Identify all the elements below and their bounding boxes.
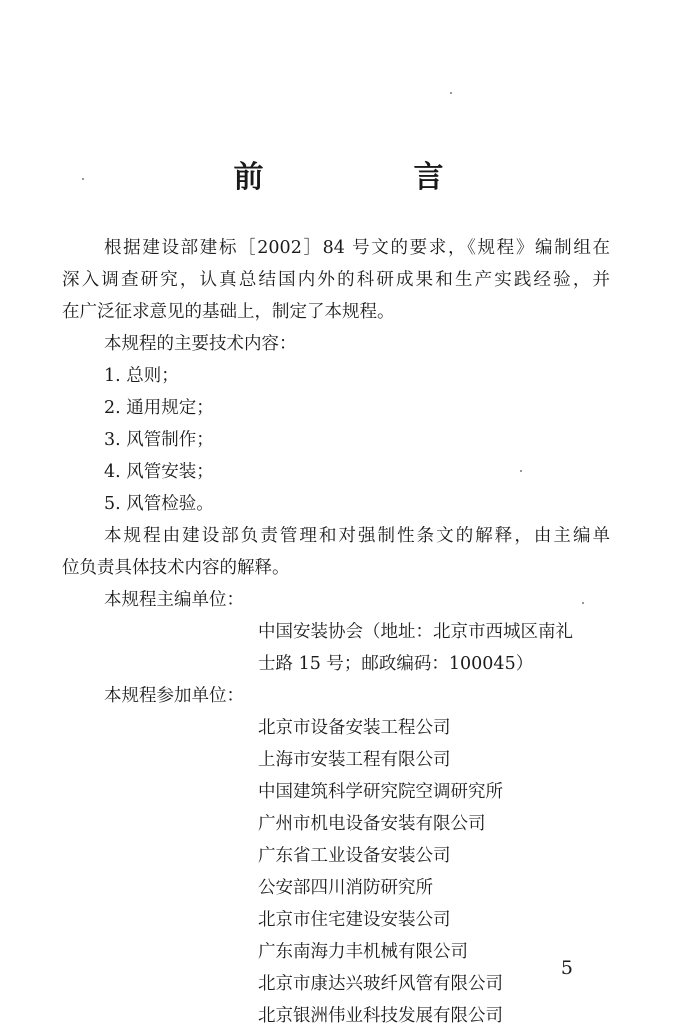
chief-unit-line-2: 士路 15 号；邮政编码：100045） bbox=[258, 654, 534, 674]
intro-line-3: 在广泛征求意见的基础上，制定了本规程。 bbox=[62, 302, 395, 322]
body-text bbox=[62, 232, 610, 1032]
participant-unit: 中国建筑科学研究院空调研究所 bbox=[258, 782, 503, 802]
chief-unit-label: 本规程主编单位： bbox=[104, 590, 244, 610]
management-line-2: 位负责具体技术内容的解释。 bbox=[62, 558, 290, 578]
scan-speck bbox=[82, 178, 84, 180]
chief-unit-line-1: 中国安装协会（地址：北京市西城区南礼 bbox=[258, 622, 573, 642]
contents-item: 1. 总则； bbox=[104, 366, 179, 386]
management-line-1: 本规程由建设部负责管理和对强制性条文的解释，由主编单 bbox=[104, 526, 610, 546]
page-title: 前 言 bbox=[233, 160, 504, 195]
scan-speck bbox=[520, 470, 522, 472]
contents-item: 5. 风管检验。 bbox=[104, 494, 214, 514]
page-number: 5 bbox=[560, 957, 573, 979]
contents-item: 4. 风管安装； bbox=[104, 462, 214, 482]
participant-unit: 北京银洲伟业科技发展有限公司 bbox=[258, 1006, 503, 1026]
participant-unit: 广东省工业设备安装公司 bbox=[258, 846, 451, 866]
contents-item: 2. 通用规定； bbox=[104, 398, 214, 418]
intro-line-1: 根据建设部建标［2002］84 号文的要求，《规程》编制组在 bbox=[104, 238, 610, 258]
participants-label: 本规程参加单位： bbox=[104, 686, 244, 706]
participant-unit: 北京市设备安装工程公司 bbox=[258, 718, 451, 738]
participant-unit: 公安部四川消防研究所 bbox=[258, 878, 433, 898]
participant-unit: 北京市住宅建设安装公司 bbox=[258, 910, 451, 930]
contents-item: 3. 风管制作； bbox=[104, 430, 214, 450]
contents-heading: 本规程的主要技术内容： bbox=[104, 334, 297, 354]
participant-unit: 广州市机电设备安装有限公司 bbox=[258, 814, 486, 834]
scan-speck bbox=[582, 602, 584, 604]
participant-unit: 广东南海力丰机械有限公司 bbox=[258, 942, 468, 962]
intro-line-2: 深入调查研究，认真总结国内外的科研成果和生产实践经验，并 bbox=[62, 270, 610, 290]
scan-speck bbox=[450, 92, 452, 94]
participant-unit: 上海市安装工程有限公司 bbox=[258, 750, 451, 770]
participant-unit: 北京市康达兴玻纤风管有限公司 bbox=[258, 974, 503, 994]
